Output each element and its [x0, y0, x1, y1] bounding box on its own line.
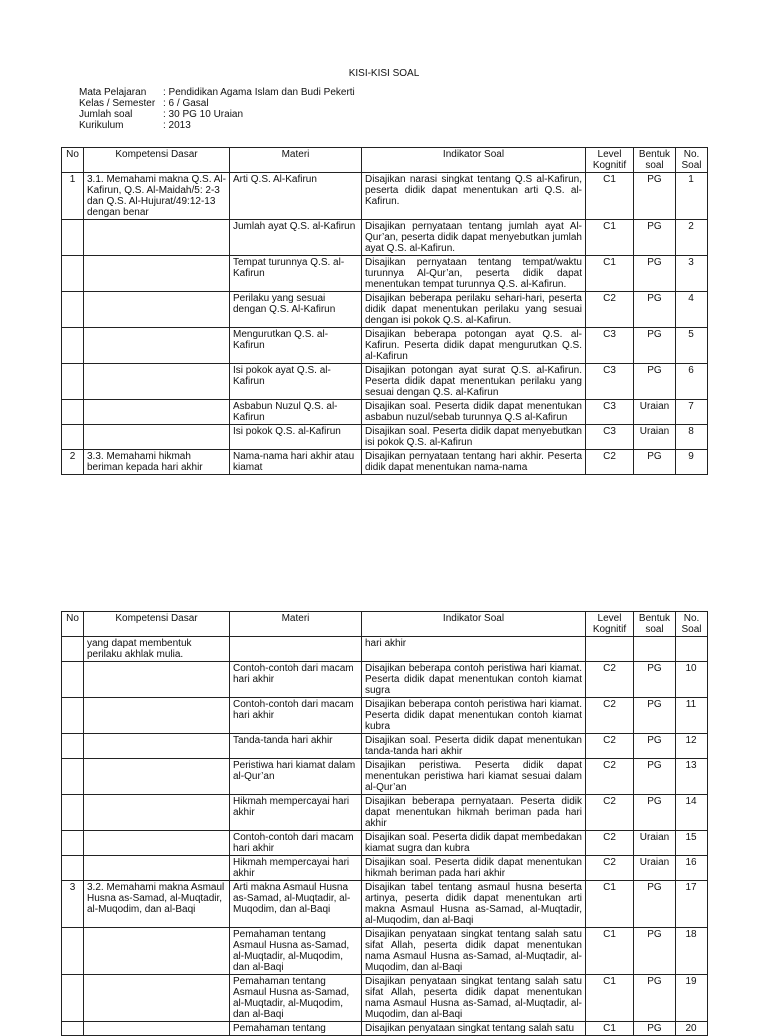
cell-materi: Isi pokok Q.S. al-Kafirun: [230, 425, 362, 450]
cell-no-soal: 4: [676, 292, 708, 328]
cell-kompetensi-dasar: 3.1. Memahami makna Q.S. Al-Kafirun, Q.S. Al-Maidah/5: 2-3 dan Q.S. Al-Hujurat/49:12-13 dengan benar: [84, 173, 230, 220]
header-bentuk-soal: Bentuk soal: [634, 612, 676, 637]
meta-line: [79, 120, 355, 131]
cell-no-soal: 2: [676, 220, 708, 256]
cell-indikator-soal: Disajikan narasi singkat tentang Q.S al-Kafirun, peserta didik dapat menentukan arti Q.S. al-Kafirun.: [362, 173, 586, 220]
cell-level-kognitif: C1: [586, 975, 634, 1022]
cell-indikator-soal: Disajikan peristiwa. Peserta didik dapat menentukan peristiwa hari kiamat sesuai dalam al-Qur’an: [362, 759, 586, 795]
cell-kompetensi-dasar: [84, 292, 230, 328]
table-row: [62, 759, 708, 795]
cell-materi: Hikmah mempercayai hari akhir: [230, 795, 362, 831]
cell-materi: Contoh-contoh dari macam hari akhir: [230, 662, 362, 698]
cell-kompetensi-dasar: [84, 662, 230, 698]
cell-materi: Isi pokok ayat Q.S. al-Kafirun: [230, 364, 362, 400]
table-header-row: [62, 148, 708, 173]
table-row: [62, 881, 708, 928]
cell-no-soal: 19: [676, 975, 708, 1022]
cell-no-soal: 10: [676, 662, 708, 698]
cell-bentuk-soal: Uraian: [634, 425, 676, 450]
cell-bentuk-soal: PG: [634, 1022, 676, 1036]
cell-no-soal: 7: [676, 400, 708, 425]
cell-bentuk-soal: PG: [634, 795, 676, 831]
document-title: KISI-KISI SOAL: [348, 68, 420, 79]
table-row: [62, 928, 708, 975]
meta-value: : Pendidikan Agama Islam dan Budi Pekerti: [163, 87, 355, 98]
cell-bentuk-soal: PG: [634, 256, 676, 292]
cell-indikator-soal: Disajikan beberapa potongan ayat Q.S. al-Kafirun. Peserta didik dapat mengurutkan Q.S. al-Kafirun: [362, 328, 586, 364]
cell-bentuk-soal: PG: [634, 881, 676, 928]
header-kompetensi-dasar: Kompetensi Dasar: [84, 148, 230, 173]
document-page-1: [0, 0, 768, 478]
cell-level-kognitif: C1: [586, 928, 634, 975]
cell-no: [62, 698, 84, 734]
cell-level-kognitif: C1: [586, 881, 634, 928]
cell-bentuk-soal: PG: [634, 450, 676, 475]
cell-indikator-soal: Disajikan soal. Peserta didik dapat menentukan hikmah beriman pada hari akhir: [362, 856, 586, 881]
cell-indikator-soal: Disajikan soal. Peserta didik dapat menentukan tanda-tanda hari akhir: [362, 734, 586, 759]
cell-materi: Hikmah mempercayai hari akhir: [230, 856, 362, 881]
cell-kompetensi-dasar: [84, 759, 230, 795]
cell-no: [62, 364, 84, 400]
cell-no: [62, 637, 84, 662]
cell-indikator-soal: Disajikan beberapa pernyataan. Peserta didik dapat menentukan hikmah beriman pada hari akhir: [362, 795, 586, 831]
cell-indikator-soal: Disajikan beberapa perilaku sehari-hari, peserta didik dapat menentukan perilaku yang sesuai dengan isi pokok Q.S. al-Kafirun.: [362, 292, 586, 328]
kisi-kisi-table-page-2: [61, 611, 708, 1036]
header-materi: Materi: [230, 612, 362, 637]
cell-level-kognitif: C2: [586, 759, 634, 795]
cell-bentuk-soal: PG: [634, 975, 676, 1022]
cell-no-soal: 14: [676, 795, 708, 831]
cell-level-kognitif: C2: [586, 734, 634, 759]
cell-materi: Nama-nama hari akhir atau kiamat: [230, 450, 362, 475]
table-row: [62, 450, 708, 475]
cell-level-kognitif: C2: [586, 450, 634, 475]
cell-kompetensi-dasar: [84, 856, 230, 881]
cell-no: [62, 831, 84, 856]
cell-level-kognitif: [586, 637, 634, 662]
meta-label: Mata Pelajaran: [79, 87, 147, 98]
cell-materi: Arti makna Asmaul Husna as-Samad, al-Muqtadir, al-Muqodim, dan al-Baqi: [230, 881, 362, 928]
cell-bentuk-soal: Uraian: [634, 856, 676, 881]
cell-materi: Tanda-tanda hari akhir: [230, 734, 362, 759]
cell-no: [62, 328, 84, 364]
cell-bentuk-soal: PG: [634, 698, 676, 734]
cell-level-kognitif: C1: [586, 173, 634, 220]
header-bentuk-soal: Bentuk soal: [634, 148, 676, 173]
header-materi: Materi: [230, 148, 362, 173]
cell-kompetensi-dasar: [84, 698, 230, 734]
cell-kompetensi-dasar: [84, 425, 230, 450]
cell-no: 3: [62, 881, 84, 928]
cell-indikator-soal: Disajikan tabel tentang asmaul husna beserta artinya, peserta didik dapat menentukan arti makna Asmaul Husna as-Samad, al-Muqtadir, al-Muqodim, dan al-Baqi: [362, 881, 586, 928]
cell-bentuk-soal: PG: [634, 292, 676, 328]
cell-no-soal: 18: [676, 928, 708, 975]
cell-no: [62, 425, 84, 450]
cell-no-soal: 8: [676, 425, 708, 450]
meta-line: [79, 109, 355, 120]
meta-label: Jumlah soal: [79, 109, 133, 120]
cell-level-kognitif: C1: [586, 1022, 634, 1036]
cell-no-soal: 16: [676, 856, 708, 881]
cell-kompetensi-dasar: [84, 256, 230, 292]
cell-no-soal: 6: [676, 364, 708, 400]
cell-kompetensi-dasar: [84, 928, 230, 975]
table-row: [62, 256, 708, 292]
cell-bentuk-soal: PG: [634, 928, 676, 975]
table-row: [62, 292, 708, 328]
table-row: [62, 795, 708, 831]
header-indikator-soal: Indikator Soal: [362, 612, 586, 637]
cell-indikator-soal: Disajikan penyataan singkat tentang salah satu: [362, 1022, 586, 1036]
cell-materi: Arti Q.S. Al-Kafirun: [230, 173, 362, 220]
header-level-kognitif: Level Kognitif: [586, 612, 634, 637]
cell-materi: Tempat turunnya Q.S. al-Kafirun: [230, 256, 362, 292]
cell-kompetensi-dasar: [84, 328, 230, 364]
cell-no-soal: 15: [676, 831, 708, 856]
cell-no-soal: 5: [676, 328, 708, 364]
cell-no: [62, 400, 84, 425]
cell-no: [62, 292, 84, 328]
cell-bentuk-soal: PG: [634, 734, 676, 759]
cell-level-kognitif: C3: [586, 364, 634, 400]
cell-no: [62, 256, 84, 292]
cell-no-soal: 20: [676, 1022, 708, 1036]
table-row: [62, 698, 708, 734]
header-kompetensi-dasar: Kompetensi Dasar: [84, 612, 230, 637]
cell-materi: Contoh-contoh dari macam hari akhir: [230, 698, 362, 734]
cell-level-kognitif: C2: [586, 662, 634, 698]
header-no: No: [62, 612, 84, 637]
cell-materi: Pemahaman tentang: [230, 1022, 362, 1036]
kisi-kisi-table-page-1: [61, 147, 708, 475]
cell-bentuk-soal: PG: [634, 220, 676, 256]
cell-level-kognitif: C3: [586, 425, 634, 450]
cell-no-soal: 12: [676, 734, 708, 759]
cell-bentuk-soal: [634, 637, 676, 662]
cell-no: [62, 795, 84, 831]
cell-indikator-soal: Disajikan pernyataan tentang hari akhir. Peserta didik dapat menentukan nama-nama: [362, 450, 586, 475]
header-no-soal: No. Soal: [676, 148, 708, 173]
cell-materi: Jumlah ayat Q.S. al-Kafirun: [230, 220, 362, 256]
cell-no: 2: [62, 450, 84, 475]
cell-indikator-soal: Disajikan potongan ayat surat Q.S. al-Kafirun. Peserta didik dapat menentukan perilaku yang sesuai dengan Q.S. al-Kafirun: [362, 364, 586, 400]
cell-indikator-soal: Disajikan penyataan singkat tentang salah satu sifat Allah, peserta didik dapat menentukan nama Asmaul Husna as-Samad, al-Muqtadir, al-Muqodim, dan al-Baqi: [362, 975, 586, 1022]
cell-kompetensi-dasar: yang dapat membentuk perilaku akhlak mulia.: [84, 637, 230, 662]
cell-materi: [230, 637, 362, 662]
table-row: [62, 328, 708, 364]
cell-no: [62, 220, 84, 256]
table-row: [62, 662, 708, 698]
table-row: [62, 173, 708, 220]
header-no: No: [62, 148, 84, 173]
cell-bentuk-soal: PG: [634, 173, 676, 220]
cell-kompetensi-dasar: [84, 734, 230, 759]
cell-indikator-soal: Disajikan beberapa contoh peristiwa hari kiamat. Peserta didik dapat menentukan contoh kiamat kubra: [362, 698, 586, 734]
cell-no: [62, 856, 84, 881]
cell-kompetensi-dasar: 3.2. Memahami makna Asmaul Husna as-Samad, al-Muqtadir, al-Muqodim, dan al-Baqi: [84, 881, 230, 928]
header-no-soal: No. Soal: [676, 612, 708, 637]
cell-materi: Peristiwa hari kiamat dalam al-Qur’an: [230, 759, 362, 795]
cell-no-soal: [676, 637, 708, 662]
cell-bentuk-soal: PG: [634, 328, 676, 364]
meta-label: Kelas / Semester: [79, 98, 156, 109]
table-row: [62, 975, 708, 1022]
table-row: [62, 734, 708, 759]
cell-level-kognitif: C3: [586, 400, 634, 425]
cell-indikator-soal: Disajikan soal. Peserta didik dapat menyebutkan isi pokok Q.S. al-Kafirun: [362, 425, 586, 450]
cell-materi: Mengurutkan Q.S. al-Kafirun: [230, 328, 362, 364]
cell-kompetensi-dasar: [84, 975, 230, 1022]
cell-kompetensi-dasar: [84, 220, 230, 256]
header-indikator-soal: Indikator Soal: [362, 148, 586, 173]
cell-indikator-soal: hari akhir: [362, 637, 586, 662]
cell-no-soal: 3: [676, 256, 708, 292]
cell-bentuk-soal: PG: [634, 364, 676, 400]
cell-kompetensi-dasar: [84, 795, 230, 831]
cell-no-soal: 9: [676, 450, 708, 475]
cell-kompetensi-dasar: [84, 831, 230, 856]
cell-bentuk-soal: PG: [634, 759, 676, 795]
cell-materi: Perilaku yang sesuai dengan Q.S. Al-Kafirun: [230, 292, 362, 328]
cell-indikator-soal: Disajikan beberapa contoh peristiwa hari kiamat. Peserta didik dapat menentukan contoh kiamat sugra: [362, 662, 586, 698]
table-row: [62, 364, 708, 400]
cell-no: 1: [62, 173, 84, 220]
meta-label: Kurikulum: [79, 120, 124, 131]
cell-level-kognitif: C2: [586, 795, 634, 831]
cell-no: [62, 662, 84, 698]
meta-line: [79, 98, 355, 109]
cell-materi: Pemahaman tentang Asmaul Husna as-Samad, al-Muqtadir, al-Muqodim, dan al-Baqi: [230, 975, 362, 1022]
cell-level-kognitif: C1: [586, 256, 634, 292]
cell-no-soal: 11: [676, 698, 708, 734]
cell-no: [62, 928, 84, 975]
meta-value: : 6 / Gasal: [163, 98, 209, 109]
cell-level-kognitif: C2: [586, 292, 634, 328]
cell-bentuk-soal: Uraian: [634, 400, 676, 425]
meta-value: : 30 PG 10 Uraian: [163, 109, 244, 120]
cell-materi: Asbabun Nuzul Q.S. al-Kafirun: [230, 400, 362, 425]
cell-no-soal: 1: [676, 173, 708, 220]
cell-indikator-soal: Disajikan soal. Peserta didik dapat menentukan asbabun nuzul/sebab turunnya Q.S al-Kafirun: [362, 400, 586, 425]
cell-kompetensi-dasar: [84, 400, 230, 425]
meta-value: : 2013: [163, 120, 191, 131]
cell-bentuk-soal: PG: [634, 662, 676, 698]
cell-level-kognitif: C1: [586, 220, 634, 256]
document-meta: [79, 87, 355, 131]
cell-no: [62, 759, 84, 795]
cell-indikator-soal: Disajikan penyataan singkat tentang salah satu sifat Allah, peserta didik dapat menentukan nama Asmaul Husna as-Samad, al-Muqtadir, al-Muqodim, dan al-Baqi: [362, 928, 586, 975]
cell-kompetensi-dasar: 3.3. Memahami hikmah beriman kepada hari akhir: [84, 450, 230, 475]
table-row: [62, 220, 708, 256]
cell-bentuk-soal: Uraian: [634, 831, 676, 856]
cell-no: [62, 734, 84, 759]
meta-line: [79, 87, 355, 98]
table-row: [62, 831, 708, 856]
cell-materi: Contoh-contoh dari macam hari akhir: [230, 831, 362, 856]
cell-level-kognitif: C2: [586, 856, 634, 881]
cell-level-kognitif: C2: [586, 831, 634, 856]
header-level-kognitif: Level Kognitif: [586, 148, 634, 173]
table-row: [62, 425, 708, 450]
table-row: [62, 856, 708, 881]
table-row: [62, 400, 708, 425]
cell-level-kognitif: C2: [586, 698, 634, 734]
table-row: [62, 637, 708, 662]
cell-materi: Pemahaman tentang Asmaul Husna as-Samad, al-Muqtadir, al-Muqodim, dan al-Baqi: [230, 928, 362, 975]
cell-no: [62, 975, 84, 1022]
cell-no-soal: 13: [676, 759, 708, 795]
table-header-row: [62, 612, 708, 637]
cell-no-soal: 17: [676, 881, 708, 928]
cell-level-kognitif: C3: [586, 328, 634, 364]
cell-indikator-soal: Disajikan pernyataan tentang tempat/waktu turunnya Al-Qur’an, peserta didik dapat menentukan tempat turunnya Q.S. al-Kafirun.: [362, 256, 586, 292]
cell-indikator-soal: Disajikan pernyataan tentang jumlah ayat Al-Qur’an, peserta didik dapat menyebutkan jumlah ayat Q.S. al-Kafirun.: [362, 220, 586, 256]
document-page-2: [0, 604, 768, 1034]
cell-indikator-soal: Disajikan soal. Peserta didik dapat membedakan kiamat sugra dan kubra: [362, 831, 586, 856]
cell-kompetensi-dasar: [84, 364, 230, 400]
